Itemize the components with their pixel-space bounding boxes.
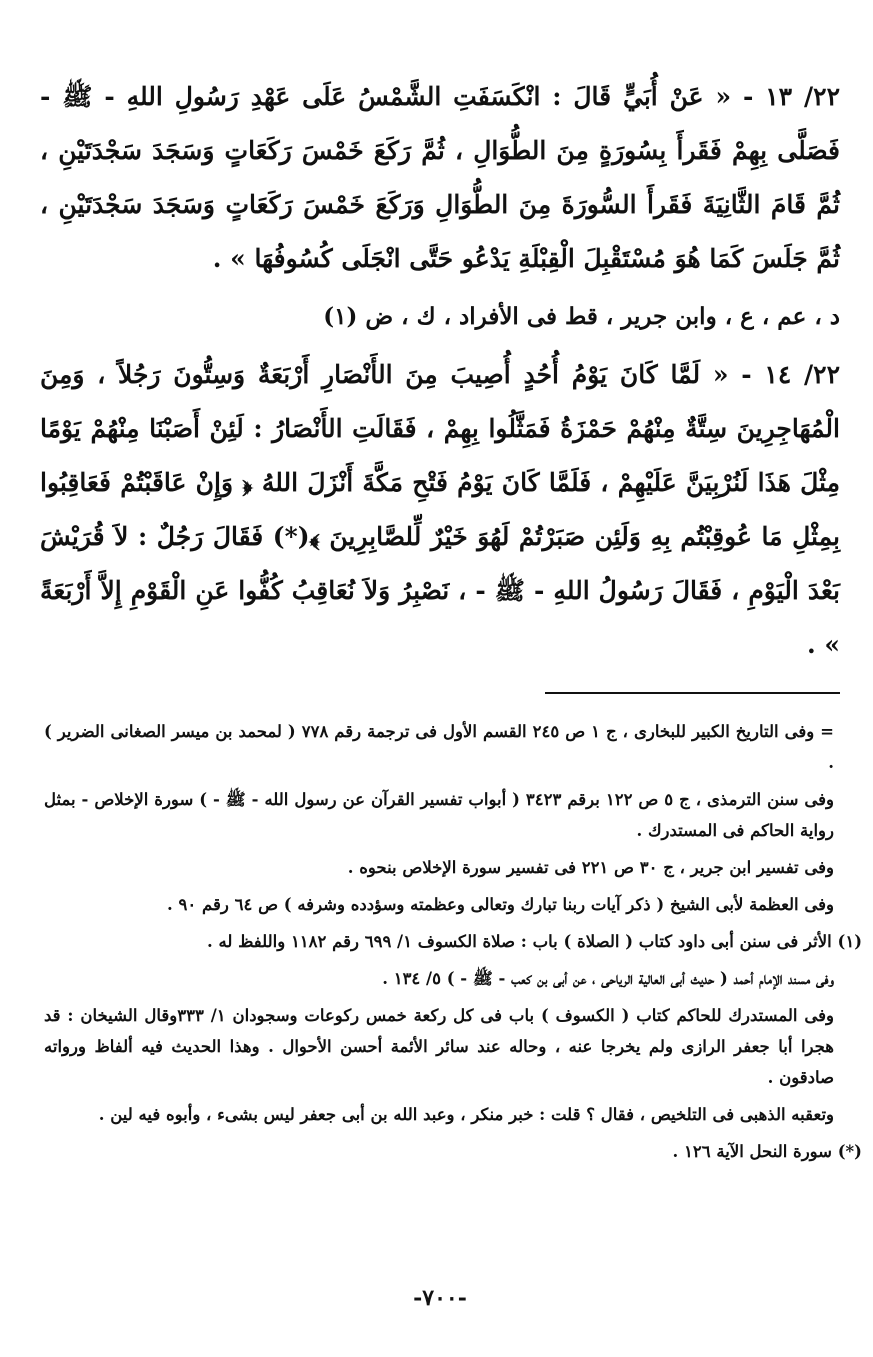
footnote-line: وفى العظمة لأبى الشيخ ( ذكر آيات ربنا تبارك وتعالى وعظمته وسؤدده وشرفه ) ص ٦٤ رقم ٩٠ .	[167, 895, 834, 914]
hadith-22-14-text: ٢٢/ ١٤ - « لَمَّا كَانَ يَوْمُ أُحُدٍ أُصِيبَ مِنَ الأَنْصَارِ أَرْبَعَةٌ وَسِتُّونَ رَجُلاً ، وَمِنَ الْمُهَاجِرِينَ سِتَّةٌ مِنْهُمْ حَمْزَةُ فَمَثَّلُوا بِهِمْ ، فَقَالَتِ الأَنْصَارُ : لَئِنْ أَصَبْنَا مِنْهُمْ يَوْمًا مِثْلَ هَذَا لَنُرْبِيَنَّ عَلَيْهِمْ ، فَلَمَّا كَانَ يَوْمُ فَتْحِ مَكَّةَ أَنْزَلَ اللهُ ﴿ وَإِنْ عَاقَبْتُمْ فَعَاقِبُوا بِمِثْلِ مَا عُوقِبْتُم بِهِ وَلَئِن صَبَرْتُمْ لَهُوَ خَيْرٌ لِّلصَّابِرِينَ ﴾(*) فَقَالَ رَجُلٌ : لاَ قُرَيْشَ بَعْدَ الْيَوْمِ ، فَقَالَ رَسُولُ اللهِ - ﷺ - ، نَصْبِرُ وَلاَ نُعَاقِبُ كُفُّوا عَنِ الْقَوْمِ إِلاَّ أَرْبَعَةً » .	[40, 360, 840, 659]
page-number: -٧٠٠-	[413, 1285, 467, 1311]
footnote-line: وتعقبه الذهبى فى التلخيص ، فقال ؟ قلت : خبر منكر ، وعبد الله بن أبى جعفر ليس بشىء ، وأبوه فيه لين .	[98, 1105, 834, 1124]
footnote-line: وفى سنن الترمذى ، ج ٥ ص ١٢٢ برقم ٣٤٢٣ ( أبواب تفسير القرآن عن رسول الله - ﷺ - ) سورة الإخلاص - بمثل رواية الحاكم فى المستدرك .	[44, 790, 834, 840]
footnotes	[44, 716, 862, 1173]
footnote-line: وفى مسند الإمام أحمد ( حديث أبى العالية الرياحى ، عن أبى بن كعب - ﷺ - ) ٥/ ١٣٤ .	[382, 969, 834, 988]
page-content	[40, 70, 862, 1311]
footnote-line: وفى المستدرك للحاكم كتاب ( الكسوف ) باب فى كل ركعة خمس ركوعات وسجودان ١/ ٣٣٣وقال الشيخان : قد هجرا أبا جعفر الرازى ولم يخرجا عنه ، وحاله عند سائر الأئمة أحسن الأحوال . وهذا الحديث فيه ألفاظ ورواته صادقون .	[44, 1006, 834, 1087]
footnote-line: (*) سورة النحل الآية ١٢٦ .	[672, 1142, 862, 1161]
footnote-separator	[545, 692, 840, 694]
footnote-line: = وفى التاريخ الكبير للبخارى ، ج ١ ص ٢٤٥ القسم الأول فى ترجمة رقم ٧٧٨ ( لمحمد بن ميسر الصغانى الضرير ) .	[44, 722, 835, 772]
hadith-22-13-text: ٢٢/ ١٣ - « عَنْ أُبَيٍّ قَالَ : انْكَسَفَتِ الشَّمْسُ عَلَى عَهْدِ رَسُولِ اللهِ - ﷺ - فَصَلَّى بِهِمْ فَقَرأَ بِسُورَةٍ مِنَ الطُّوَالِ ، ثُمَّ رَكَعَ خَمْسَ رَكَعَاتٍ وَسَجَدَ سَجْدَتَيْنِ ، ثُمَّ قَامَ الثَّانِيَةَ فَقَرأَ السُّورَةَ مِنَ الطُّوَالِ وَرَكَعَ خَمْسَ رَكَعَاتٍ وَسَجَدَ سَجْدَتَيْنِ ، ثُمَّ جَلَسَ كَمَا هُوَ مُسْتَقْبِلَ الْقِبْلَةِ يَدْعُو حَتَّى انْجَلَى كُسُوفُهَا » .	[40, 82, 840, 273]
footnote-line: (١) الأثر فى سنن أبى داود كتاب ( الصلاة ) باب : صلاة الكسوف ١/ ٦٩٩ رقم ١١٨٢ واللفظ له .	[207, 932, 862, 951]
footnote-line: وفى تفسير ابن جرير ، ج ٣٠ ص ٢٢١ فى تفسير سورة الإخلاص بنحوه .	[347, 858, 834, 877]
hadith-22-13-sources: د ، عم ، ع ، وابن جرير ، قط فى الأفراد ، ك ، ض (١)	[323, 303, 840, 330]
